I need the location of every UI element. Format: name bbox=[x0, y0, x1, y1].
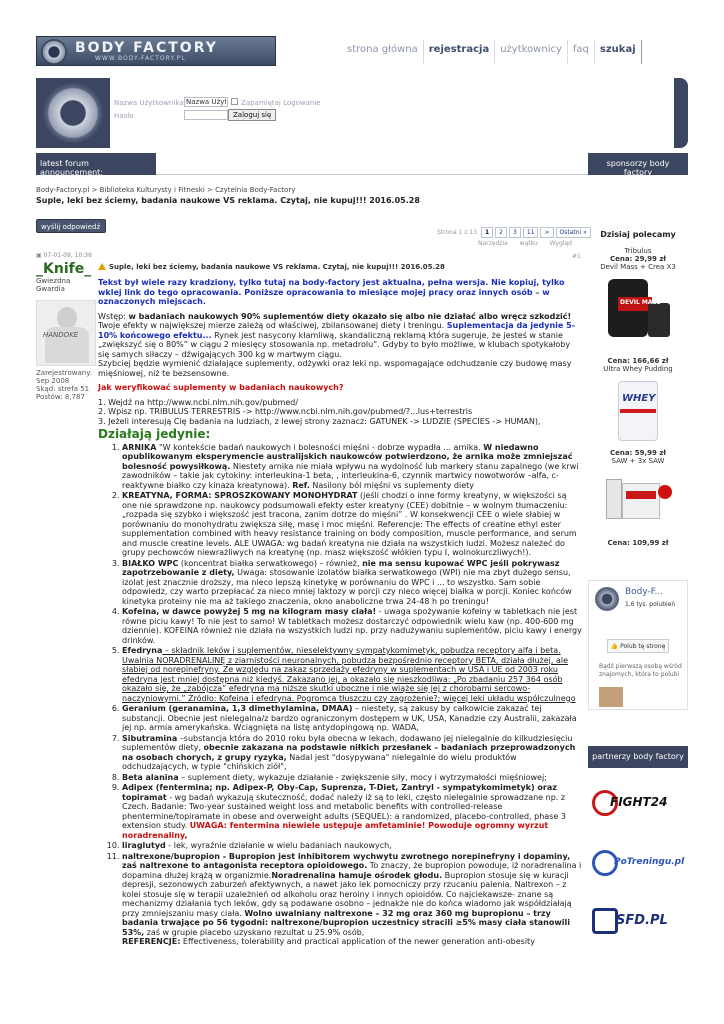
pagination bbox=[437, 227, 591, 238]
warning-icon bbox=[98, 263, 106, 270]
product-card[interactable] bbox=[588, 357, 688, 443]
product-image[interactable] bbox=[602, 377, 674, 443]
recommend-title: Dzisiaj polecamy bbox=[600, 230, 676, 239]
works-list bbox=[98, 443, 582, 947]
product-image-label: DEVIL MASS bbox=[620, 299, 661, 306]
text: Rynek jest nasycony kłamliwą, skandaliczną reklamą która sugeruje, że jesteś w stanie „zwiększyć się o 80%” w ciągu 2 miesięcy stosowania np. metadrolu”. Gdyby to było możliwe, w klubach spotykałoby się samych siłaczy – dźwigających 300 kg w martwym ciągu. bbox=[98, 330, 571, 359]
facebook-page-name[interactable]: Body-F... bbox=[625, 587, 664, 597]
nav-home[interactable]: strona główna bbox=[342, 40, 424, 64]
list-item: 6. Geranium (geranamina, 1,3 dimethylamina, DMAA) – niestety, są zakusy by całkowicie zakazać tej substancji. Obecnie jest nielegalna/z bardzo ograniczonym dostępem w UK, USA, Kanadzie czy Australii, zakazała jej np. armia amerykańska. Wciągnięta na listę antydopingową np. WADA, bbox=[122, 704, 582, 733]
list-item: 1. ARNIKA "W kontekście badań naukowych i bolesności mięśni - dobrze wypadła ... arnika. W niedawno opublikowanym eksperymencie australijskich naukowców potwierdzono, że arnika może zmniejszać bolesność powysiłkową. Niestety arnika nie miała wpływu na wydolność lub markery stanu zapalnego (we krwi zawodników – takie jak cytokiny: interleukina-1 beta, , interleukina-6, czynnik martwicy nowotworów –alfa, c-reaktywne białko czy kinaza kreatynowa). Ref. Nasilony ból mięśni vs suplementy diety bbox=[122, 443, 582, 491]
verify-heading: Jak weryfikować suplementy w badaniach naukowych? bbox=[98, 383, 344, 392]
site-logo[interactable] bbox=[36, 36, 276, 66]
list-item: 7. Sibutramina –substancja która do 2010 roku była obecna w lekach, dodawano jej nielegalnie do kilkudziesięciu suplementów diety, obecnie zakazana na podstawie niłkich przesłanek – badaniach przeprowadzonych na osobach chorych, z grupy ryzyka, Nadal jest "dosypywana" nielegalnie do wielu produktów odchudzających, w typie "chińskich ziół", bbox=[122, 734, 582, 772]
product-subtitle: SAW + 3x SAW bbox=[611, 457, 665, 465]
login-button[interactable]: Zaloguj się bbox=[228, 109, 276, 121]
stat-line: Zarejestrowany: bbox=[36, 369, 93, 377]
list-item: 9. Adipex (fentermina; np. Adipex-P, Oby-Cap, Suprenza, T-Diet, Zantryl - sympatykomimetyk) oraz topiramat - wg badań wykazują skuteczność, dodać należy iż są to leki, często nielegalnie sprowadzane np. z Czech. Badanie: Two-year sustained weight loss and metabolic benefits with controlled-release phentermine/topiramate in obese and overweight adults (SEQUEL): a randomized, placebo-controlled, phase 3 extension study. UWAGA: fentermina niewiele ustępuje amfetaminie! Powoduje ogromny wyrzut noradrenaliny, bbox=[122, 783, 582, 840]
nav-faq[interactable]: faq bbox=[568, 40, 595, 64]
list-item: 2. KREATYNA, FORMA: SPROSZKOWANY MONOHYDRAT (jeśli chodzi o inne formy kreatyny, w większości są one nie sprawdzone np. naukowcy podsumowali efekty ester kreatyny (CEE) dobitnie – w wolnym tłumaczeniu: „rozpada się szybko i większość jest tracona, zanim dotrze do mięśni” . W konsekwencji CEE o wiele słabiej w porównaniu do monohydratu zwiększa siłę, masę i moc mięśni. Referencje: The effects of creatine ethyl ester supplementation combined with heavy resistance training on body composition, muscle performance, and serum and muscle creatine levels. ALE UWAGA: wg badań kreatyna nie działa na wszystkich ludzi. Możesz należeć do grupy pechowców niewrażliwych na kreatynę (np. masz większość włókien typu I, wolnokurczliwych!). bbox=[122, 491, 582, 558]
product-card[interactable] bbox=[588, 449, 688, 535]
page-link[interactable]: 1 bbox=[481, 227, 493, 238]
user-rank bbox=[36, 277, 70, 293]
password-label: Hasło bbox=[114, 112, 134, 120]
thread-tools-link[interactable]: Narzędzia wątku bbox=[478, 240, 538, 247]
partner-name: PoTreningu.pl bbox=[614, 857, 685, 867]
avatar-signature: HANDOKE bbox=[43, 331, 79, 339]
product-price: Cena: 109,99 zł bbox=[607, 539, 669, 547]
verify-step: 3. Jeżeli interesują Cię badania na ludziach, z lewej strony zaznacz: GATUNEK -> LUDZIE (SPECIES -> HUMAN), bbox=[98, 416, 541, 426]
breadcrumb[interactable]: Body-Factory.pl > Biblioteka Kulturysty i Fitneski > Czytelnia Body-Factory bbox=[36, 186, 296, 194]
facebook-likes: 1,6 tys. polubień bbox=[625, 601, 676, 608]
post-icon: ▣ bbox=[36, 252, 44, 259]
avatar bbox=[36, 300, 96, 366]
pager-label: Strona 1 z 13 bbox=[437, 229, 477, 236]
post-subject-text: Suple, leki bez ściemy, badania naukowe VS reklama. Czytaj, nie kupuj!!! 2016.05.28 bbox=[109, 263, 445, 271]
user-rank-line: Gwiezdna bbox=[36, 277, 71, 285]
facebook-widget bbox=[588, 580, 688, 710]
top-navigation bbox=[342, 40, 642, 64]
list-item: 11. naltrexone/bupropion - Bupropion jest inhibitorem wychwytu zwrotnego norepinefryny i dopaminy, zaś naltrexone to antagonista receptora opioidowego. To znaczy, że bupropion powoduje, iż noradrenalina i dopamina dłużej krążą w organizmie.Noradrenalina hamuje ośrodek głodu. Bupropion stosuje się w kuracji depresji, sezonowych zaburzeń afektywnych, a nawet jako lek pomocniczy przy rzucaniu palenia. Naltrexon – z kolei stosuje się w terapii uzależnień od alkoholu oraz heroiny i innych opioidów. Co najciekawsze- znane są mechanizmy działania tych leków, gdy są podawane osobno – jednakże nie do końca wiadomo jak współdziałają przy zmniejszaniu masy ciała. Wolno uwalniany naltrexone – 32 mg oraz 360 mg bupropionu – trzy badania trwające po 56 tygodni: naltrexone/bupropion uczestnicy stracili ≥5% masy ciała stanowili 53%, zaś w grupie placebo uzyskano rezultat u 25.9% osób, REFERENCJE: Effectiveness, tolerability and practical application of the newer generation anti-obesity bbox=[122, 852, 582, 947]
product-card[interactable] bbox=[588, 247, 688, 341]
product-image-label: WHEY bbox=[622, 393, 656, 404]
verify-step[interactable]: 1. Wejdź na http://www.ncbi.nlm.nih.gov/pubmed/ bbox=[98, 397, 299, 407]
gear-logo-icon bbox=[41, 39, 67, 65]
product-image[interactable] bbox=[602, 469, 674, 535]
product-price: Cena: 29,99 zł bbox=[609, 255, 667, 263]
nav-users[interactable]: użytkownicy bbox=[495, 40, 568, 64]
list-item: 8. Beta alanina – suplement diety, wykazuje działanie - zwiększenie siły, mocy i wytrzymałości mięśniowej; bbox=[122, 773, 582, 783]
logo-title: BODY FACTORY bbox=[75, 40, 218, 56]
post-body bbox=[98, 278, 582, 948]
works-heading: Działają jedynie: bbox=[98, 427, 211, 441]
login-panel bbox=[36, 78, 688, 148]
gear-icon bbox=[36, 78, 110, 148]
partner-fight24[interactable] bbox=[588, 786, 688, 820]
remember-label: Zapamiętaj Logowanie bbox=[241, 99, 321, 107]
announcement-bar: latest forum announcement: bbox=[36, 153, 156, 175]
post-number[interactable]: #1 bbox=[572, 253, 581, 260]
stat-line: Sep 2008 bbox=[36, 377, 70, 385]
product-subtitle: Devil Mass + Crea X3 bbox=[600, 263, 676, 271]
page-link[interactable]: 3 bbox=[509, 227, 521, 238]
remember-checkbox[interactable] bbox=[231, 98, 238, 105]
nav-search[interactable]: szukaj bbox=[595, 40, 642, 64]
text: Szybciej będzie wymienić działające suplementy, odżywki oraz leki np. wspomagające odchudzanie czy budowę masy mięśniowej, niż te bezsensowne. bbox=[98, 359, 572, 378]
stat-line: Postów: 8,787 bbox=[36, 393, 85, 401]
facebook-like-button[interactable] bbox=[607, 639, 669, 653]
username-input[interactable] bbox=[184, 97, 228, 107]
sponsors-bar: sponsorzy body factory bbox=[588, 153, 688, 175]
partner-name: SFD.PL bbox=[616, 913, 668, 928]
next-page-link[interactable]: > bbox=[540, 227, 553, 238]
post-username[interactable]: _Knife_ bbox=[36, 261, 92, 277]
facebook-text: Bądź pierwszą osobą wśród znajomych, która to polubi bbox=[599, 663, 682, 678]
nav-register[interactable]: rejestracja bbox=[424, 40, 495, 64]
page-title: Suple, leki bez ściemy, badania naukowe VS reklama. Czytaj, nie kupuj!!! 2016.05.28 bbox=[36, 196, 420, 205]
friend-avatar bbox=[599, 687, 623, 707]
verify-steps bbox=[98, 398, 582, 427]
user-rank-line: Gwardia bbox=[36, 285, 65, 293]
thread-tools bbox=[478, 240, 572, 247]
list-item: 5. Efedryna – składnik leków i suplementów, nieselektywny sympatykomimetyk, pobudza receptory alfa i beta. Uwalnia NORADRENALINĘ z ziarnistości neuronalnych, pobudza bezpośrednio receptory BETA, działa dłużej, ale słabiej od norepinefryny. Ze względu na zakaz sprzedaży efedryny w suplementach w USA i UE od 2003 roku efedryna jest mniej dostępna niż kiedyś. Zakazano jej, a okazało się nieszkodliwa: „Po zbadaniu 257 364 osób okazało się, że „zabójcza” efedryna ma niższe skutki uboczne i nie wiąże się jej z chorobami sercowo-naczyniowymi.” Źródło: Kofeina i efedryna. Pogromca tłuszczu czy zagrożenie?; więcej leki układu współczulnego bbox=[122, 646, 582, 703]
logo-url: WWW.BODY-FACTORY.PL bbox=[95, 55, 186, 62]
intro-text: Tekst był wiele razy kradziony, tylko tutaj na body-factory jest aktualna, pełna wersja. Nie kopiuj, tylko wklej link do tego opracowania. Poniższe opracowania to miesiące mojej pracy oraz innych osób – w oznaczonych miejscach. bbox=[98, 278, 565, 306]
partner-sfd[interactable] bbox=[588, 904, 688, 938]
partners-bar: partnerzy body factory bbox=[588, 746, 688, 768]
page-logo-icon bbox=[595, 587, 619, 611]
page-link[interactable]: 2 bbox=[495, 227, 507, 238]
last-page-link[interactable]: Ostatni » bbox=[556, 227, 591, 238]
list-item: 10. liraglutyd - lek, wyraźnie działanie w wielu badaniach naukowych, bbox=[122, 841, 582, 851]
list-item: 3. BIAŁKO WPC (koncentrat białka serwatkowego) – również, nie ma sensu kupować WPC jeśli pokrywasz zapotrzebowanie z diety, Uwaga: stosowanie izolatów białka serwatkowego (WPI) nie ma zbyt dużego sensu, izolat jest znacznie droższy, ma nieco lepszą kinetykę w porównaniu do WPC i ... to wszystko. Sam sobie odpowiedz, czy warto przepłacać za nieco mniej laktozy w porcji czy nieco więcej białka w porcji. Koniec końców kinetyka proteiny nie ma aż takiego znaczenia, okno anaboliczne trwa 24-48 h po treningu! bbox=[122, 559, 582, 607]
view-link[interactable]: Wygląd bbox=[549, 240, 572, 247]
announcement-divider bbox=[156, 174, 588, 175]
stat-line: Skąd: strefa 51 bbox=[36, 385, 90, 393]
post-date-text: 07-01-09, 10:36 bbox=[43, 252, 92, 259]
text: Suplementacja da jedynie 5-10% końcowego efektu... bbox=[98, 321, 576, 340]
post-subject bbox=[98, 263, 445, 271]
thumbs-up-icon: 👍 bbox=[610, 643, 621, 650]
text: Wstęp: bbox=[98, 311, 129, 321]
product-price: Cena: 166,66 zł bbox=[607, 357, 669, 365]
sfd-logo-icon bbox=[592, 908, 618, 934]
verify-step[interactable]: 2. Wpisz np. TRIBULUS TERRESTRIS -> http://www.ncbi.nlm.nih.gov/pubmed/?...lus+terrestris bbox=[98, 407, 473, 416]
partner-name: FIGHT24 bbox=[610, 795, 668, 809]
sidebar bbox=[588, 230, 688, 547]
text: Twoje efekty w największej mierze zależą od właściwej, zbilansowanej diety i treningu. bbox=[98, 321, 447, 330]
username-label: Nazwa Użytkownika bbox=[114, 99, 184, 107]
product-name: Tribulus bbox=[624, 247, 652, 255]
list-item: 4. Kofeina, w dawce powyżej 5 mg na kilogram masy ciała! - uwaga spożywanie kofeiny w tabletkach nie jest równe piciu kawy! To nie jest to samo! W tabletkach możesz dostarczyć odpowiednik wielu kaw (np. 400-600 mg dziennie). KOFEINA również nie działa na wszystkich ludzi np. przy nadużywaniu suplementów, piciu kawy i energy drinków. bbox=[122, 607, 582, 645]
text: w badaniach naukowych 90% suplementów diety okazało się albo nie działać albo wręcz szkodzić! bbox=[128, 311, 572, 321]
password-input[interactable] bbox=[184, 110, 228, 120]
reply-button[interactable]: wyślij odpowiedź bbox=[36, 219, 106, 233]
product-subtitle: Ultra Whey Pudding bbox=[603, 365, 673, 373]
user-stats bbox=[36, 369, 92, 401]
product-card[interactable] bbox=[588, 539, 688, 547]
intro-paragraph bbox=[98, 312, 582, 379]
post-date bbox=[36, 252, 92, 259]
product-image[interactable] bbox=[602, 275, 674, 341]
panel-cap bbox=[674, 78, 688, 148]
partner-potreningu[interactable] bbox=[588, 846, 688, 880]
like-label: Polub tę stronę bbox=[620, 643, 666, 650]
product-price: Cena: 59,99 zł bbox=[609, 449, 667, 457]
page-link[interactable]: 11 bbox=[523, 227, 539, 238]
